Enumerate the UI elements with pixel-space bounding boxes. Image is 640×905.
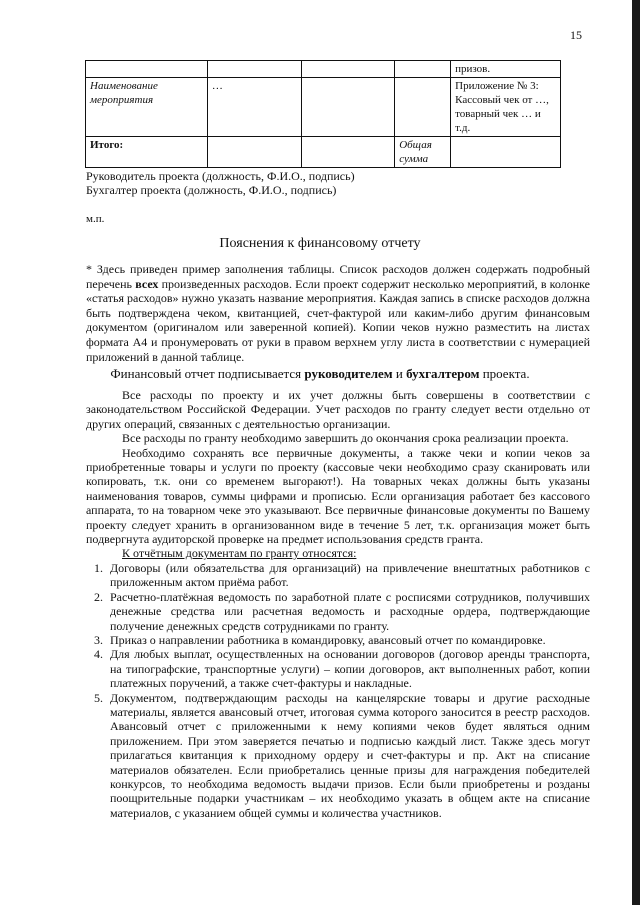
- list-item: 2. Расчетно-платёжная ведомость по заработной плате с росписями сотрудников, получивших денежные средства или расчетная ведомость и расходные ордера, подтверждающие получение денежных средств сотрудниками по гранту.: [106, 590, 590, 633]
- table-cell: [207, 61, 301, 78]
- list-title: К отчётным документам по гранту относятся:: [122, 546, 357, 561]
- signed-text: проекта.: [479, 366, 530, 381]
- paragraph: Все расходы по гранту необходимо завершить до окончания срока реализации проекта.: [122, 431, 569, 446]
- table-row: [86, 61, 561, 78]
- list-item: 5. Документом, подтверждающим расходы на канцелярские товары и другие расходные материалы, является авансовый отчет, итоговая сумма которого заносится в реестр расходов. Авансовый отчет с приложенными к нему копиями чеков будет являться одним приложением. При этом заверяется печатью и подписью каждый лист. Также здесь могут прилагаться квитанция к приходному ордеру и счет-фактуры и пр. Акт на списание материалов обязателен. Если приобретались ценные призы для награждения победителей конкурсов, то необходима ведомость выдачи призов. Если были приобретены и розданы поощрительные подарки участникам – их необходимо указать в общем акте на списание материалов, с указанием общей суммы и количества участников.: [106, 691, 590, 821]
- table-cell: Общая сумма: [395, 137, 451, 168]
- signed-bold: руководителем: [304, 366, 393, 381]
- signed-text: Финансовый отчет подписывается: [110, 366, 305, 381]
- table-cell: [395, 78, 451, 137]
- note-text: * Здесь приведен пример заполнения таблицы. Список расходов должен содержать подробный перечень: [86, 262, 590, 291]
- table-row: [86, 137, 561, 168]
- expense-table: [85, 60, 561, 168]
- signed-text: и: [392, 366, 407, 381]
- table-cell: призов.: [451, 61, 561, 78]
- list-item: 4. Для любых выплат, осуществленных на основании договоров (договор аренды транспорта, на типографские, транспортные услуги) – копии договоров, акт выполненных работ, копии платежных поручений, а также счет-фактуры и накладные.: [106, 647, 590, 690]
- paragraph: Все расходы по проекту и их учет должны быть совершены в соответствии с законодательством Российской Федерации. Учет расходов по гранту следует вести отдельно от других операций, связанных с деятельностью организации.: [86, 388, 590, 431]
- table-cell: Приложение № 3: Кассовый чек от …, товарный чек … и т.д.: [451, 78, 561, 137]
- leader-signature: Руководитель проекта (должность, Ф.И.О., подпись): [86, 169, 355, 183]
- documents-list: [86, 561, 590, 820]
- signed-bold: бухгалтером: [406, 366, 480, 381]
- table-cell: [86, 61, 208, 78]
- page-number: 15: [570, 28, 582, 42]
- section-title: Пояснения к финансовому отчету: [219, 236, 421, 251]
- table-cell: Итого:: [86, 137, 208, 168]
- note-bold: всех: [135, 276, 159, 291]
- paragraph: Необходимо сохранять все первичные документы, а также чеки и копии чеков за приобретенные товары и услуги по проекту (кассовые чеки необходимо сразу сканировать или копировать, т.к. они со временем выгорают!). На товарных чеках должны быть указаны наименования товаров, суммы цифрами и прописью. Если организация работает без кассового аппарата, то на товарном чеке это указывают. Все первичные финансовые документы по Вашему проекту следует хранить в организованном виде в течение 5 лет, т.к. организация может быть подвергнута аудиторской проверке на предмет использования средств гранта.: [86, 445, 590, 547]
- signature-block: [86, 169, 355, 197]
- list-item: 1. Договоры (или обязательства для организаций) на привлечение внештатных работников с приложенным актом приёма работ.: [106, 561, 590, 590]
- table-cell: [395, 61, 451, 78]
- accountant-signature: Бухгалтер проекта (должность, Ф.И.О., подпись): [86, 183, 337, 197]
- stamp-place: м.п.: [86, 213, 105, 225]
- note-text: произведенных расходов. Если проект содержит несколько мероприятий, в колонке «статья расходов» нужно указать название мероприятия. Каждая запись в списке расходов должна быть подтверждена чеком, квитанцией, счет-фактурой или каким-либо другим финансовым документом (оригиналом или заверенной копией). Копии чеков нужно разместить на листах формата А4 и пронумеровать от руки в правом верхнем углу листа в соответствии с нумерацией приложений в данной таблице.: [86, 276, 591, 364]
- table-row: [86, 78, 561, 137]
- table-note: [86, 262, 590, 364]
- body-text: [86, 388, 590, 820]
- table-cell: Наименование мероприятия: [86, 78, 208, 137]
- table-cell: [451, 137, 561, 168]
- table-cell: …: [207, 78, 301, 137]
- table-cell: [301, 61, 395, 78]
- list-item: 3. Приказ о направлении работника в командировку, авансовый отчет по командировке.: [106, 633, 590, 647]
- signed-by-line: [0, 366, 640, 382]
- scan-edge: [632, 0, 640, 905]
- table-cell: [301, 137, 395, 168]
- table-cell: [207, 137, 301, 168]
- table-cell: [301, 78, 395, 137]
